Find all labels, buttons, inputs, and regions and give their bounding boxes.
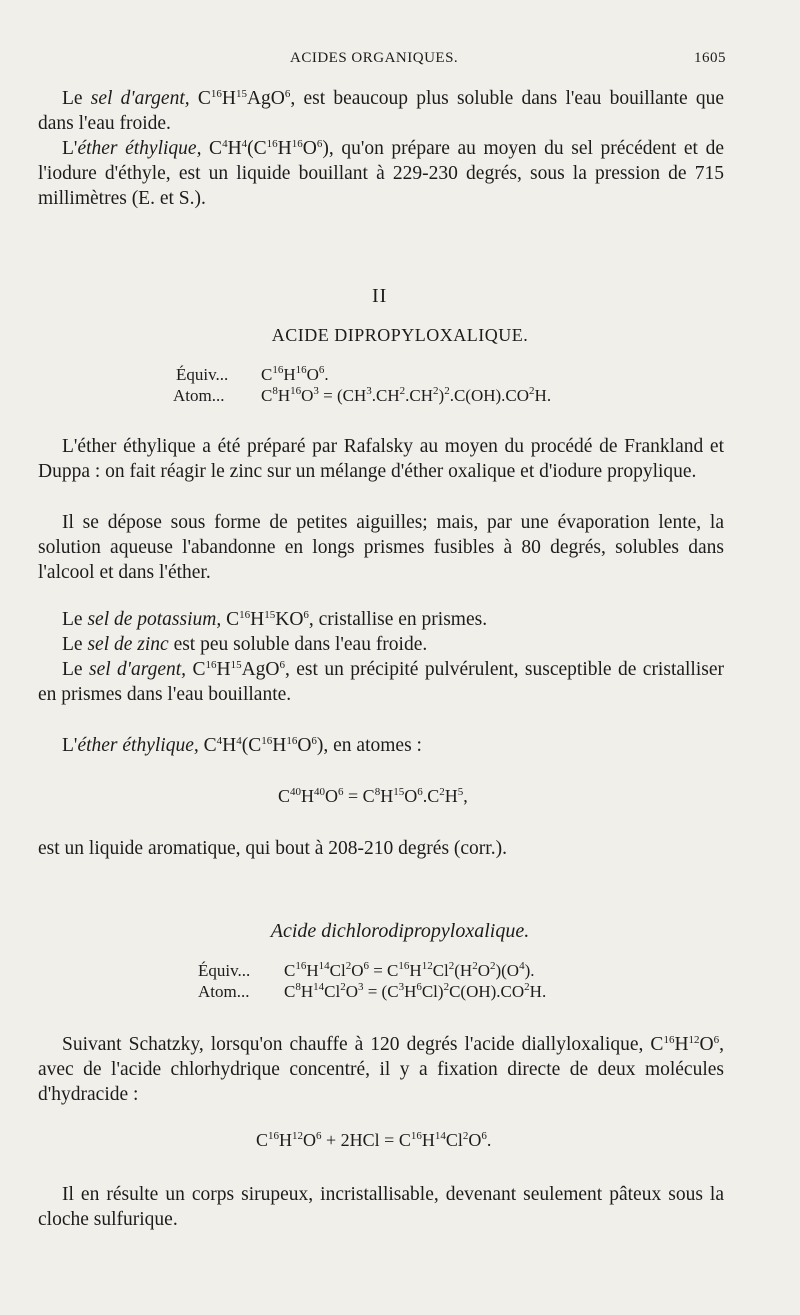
paragraph-rafalsky: L'éther éthylique a été préparé par Rafalsky au moyen du procédé de Frankland et Duppa : on fait réagir le zinc sur un mélange d'éther oxalique et d'iodure propylique. — [38, 436, 724, 482]
formula-atom-row: Atom... $C^8H^{14}Cl^2O^3 = (C^3H^6Cl)^2C(OH).CO^2H$. — [198, 981, 547, 1001]
formula-ether-atoms: $C^{40}H^{40}O^6 = C^8H^{15}O^6.C^2H^5$, — [278, 786, 468, 806]
paragraph-syrupy-body: Il en résulte un corps sirupeux, incristallisable, devenant seulement pâteux sous la cloche sulfurique. — [38, 1184, 724, 1230]
paragraph-needles: Il se dépose sous forme de petites aiguilles; mais, par une évaporation lente, la solution aqueuse l'abandonne en longs prismes fusibles à 80 degrés, solubles dans l'alcool et dans l'éther. — [38, 512, 724, 583]
page-number: 1605 — [694, 50, 726, 66]
paragraph-aromatic-liquid: est un liquide aromatique, qui bout à 208-210 degrés (corr.). — [38, 838, 507, 859]
formula-equiv-row: Équiv... $C^{16}H^{16}O^6$. — [176, 364, 329, 384]
formula-dichloro — [198, 960, 546, 1002]
section-title: ACIDE DIPROPYLOXALIQUE. — [271, 325, 529, 345]
paragraph-potassium-salt: Le sel de potassium, $C^{16}H^{15}KO^6$, cristallise en prismes. — [62, 609, 488, 630]
subsection-title: Acide dichlorodipropyloxalique. — [270, 920, 530, 942]
paragraph-silver-salt-2: Le sel d'argent, $C^{16}H^{15}AgO^6$, est un précipité pulvérulent, susceptible de cristalliser en prismes dans l'eau bouillante. — [38, 659, 725, 705]
paragraph-zinc-salt: Le sel de zinc est peu soluble dans l'eau froide. — [62, 634, 428, 655]
running-title: ACIDES ORGANIQUES. — [290, 50, 459, 66]
section-number: II — [372, 285, 388, 307]
paragraph-schatzky: Suivant Schatzky, lorsqu'on chauffe à 120 degrés l'acide diallyloxalique, $C^{16}H^{12}O^6$, avec de l'acide chlorhydrique concentré, il y a fixation directe de deux molécules d'hydracide : — [38, 1034, 724, 1105]
paragraph-ethyl-ether-2: L'éther éthylique, $C^4H^4(C^{16}H^{16}O^6)$, en atomes : — [62, 735, 422, 756]
formula-dipropyloxalic — [173, 364, 552, 406]
formula-hcl-addition: $C^{16}H^{12}O^6 + 2HCl = C^{16}H^{14}Cl^2O^6$. — [256, 1130, 492, 1150]
formula-atom-row: Atom... $C^8H^{16}O^3 = (CH^3.CH^2.CH^2)^2.C(OH).CO^2H$. — [173, 385, 552, 405]
formula-equiv-row: Équiv... $C^{16}H^{14}Cl^2O^6 = C^{16}H^{12}Cl^2(H^2O^2)(O^4)$. — [198, 960, 535, 980]
paragraph-silver-salt-1: Le sel d'argent, $C^{16}H^{15}AgO^6$, est beaucoup plus soluble dans l'eau bouillante que dans l'eau froide. — [38, 88, 724, 134]
paragraph-ethyl-ether-1: L'éther éthylique, $C^4H^4(C^{16}H^{16}O^6)$, qu'on prépare au moyen du sel précédent et de l'iodure d'éthyle, est un liquide bouillant à 229-230 degrés, sous la pression de 715 millimètres (E. et S.). — [38, 138, 724, 209]
